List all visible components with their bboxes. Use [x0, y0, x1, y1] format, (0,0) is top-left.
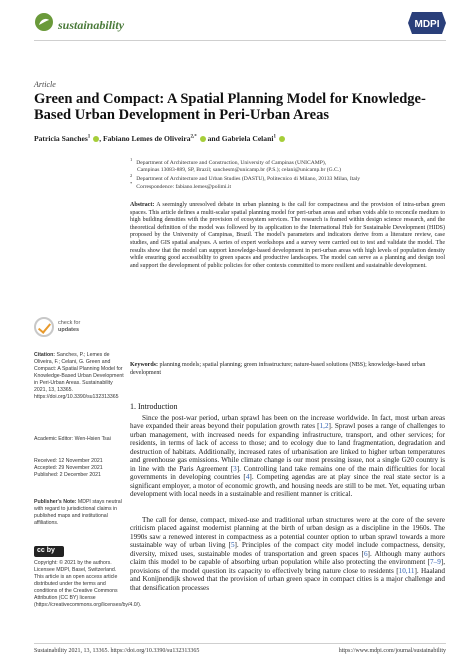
- reference-link[interactable]: 4: [245, 473, 250, 482]
- cc-license-label: cc by: [37, 547, 55, 554]
- affiliation-sup: 2: [130, 173, 133, 178]
- citation-label: Citation:: [34, 352, 56, 358]
- author-name: Patricia Sanches: [34, 134, 88, 143]
- mdpi-logo-text: MDPI: [414, 19, 440, 30]
- check-updates-line: check for: [58, 320, 81, 326]
- article-type: Article: [34, 80, 56, 89]
- abstract-label: Abstract:: [130, 202, 155, 208]
- citation-text: Sanches, P.; Lemes de Oliveira, F.; Celani, G. Green and Compact: A Spatial Planning Model for Knowledge-Based Urban Development in Peri-Urban Areas. Sustainability 2021, 13, 13365. https://doi.org/10.3390/su132313365: [34, 352, 124, 400]
- editor-block: [34, 436, 124, 443]
- editor-label: Academic Editor:: [34, 436, 74, 442]
- keywords: [130, 362, 445, 377]
- publisher-note-text: MDPI stays neutral with regard to jurisdictional claims in published maps and institutional affiliations.: [34, 499, 122, 526]
- author-sup: 1: [87, 134, 91, 140]
- check-updates-line: updates: [58, 326, 80, 333]
- intro-paragraph-1: [130, 414, 445, 499]
- affiliation-line: Department of Architecture and Construction, University of Campinas (UNICAMP),: [136, 159, 327, 166]
- orcid-icon[interactable]: [279, 136, 285, 142]
- copyright-text: Copyright: © 2021 by the authors. Licensee MDPI, Basel, Switzerland. This article is an open access article distributed under the terms and conditions of the Creative Commons Attribution (CC BY) license (https://creativecommons.org/licenses/by/4.0/).: [34, 560, 142, 608]
- received-date: Received: 12 November 2021: [34, 458, 103, 464]
- correspondence: [130, 180, 231, 191]
- author-sup: 1: [273, 134, 276, 140]
- body-text-run: ]. Haaland and Konijnendijk showed that the provision of urban green space in compact cities is a major challenge and that densification processes: [130, 566, 446, 592]
- mdpi-logo-icon: [408, 10, 446, 36]
- body-text-run: The call for dense, compact, mixed-use and traditional urban structures were at the core of the severe criticism placed against modernist planning at the birth of urban design as a discipline in the 1960s. The 1990s saw a renewed interest in compactness as a potential counter option to urban sprawl towards a more sustainable way of urban living [: [130, 516, 445, 550]
- keywords-text: planning models; spatial planning; green infrastructure; nature-based solutions (NBS); knowledge-based urban development: [130, 362, 426, 376]
- reference-link[interactable]: 10,11: [398, 566, 415, 575]
- published-date: Published: 2 December 2021: [34, 472, 101, 478]
- author-list: Patricia Sanches$^1$ , Fabiano Lemes de Oliveira$^{2,*}$ and Gabriela Celani$^1$: [34, 134, 285, 143]
- orcid-icon[interactable]: [200, 136, 206, 142]
- dates-block: [34, 458, 124, 479]
- correspondence-line: Correspondence: fabiano.lemes@polimi.it: [136, 183, 232, 190]
- affiliation-sup: *: [130, 181, 133, 186]
- body-text-run: Since the post-war period, urban sprawl has been on the increase worldwide. In fact, most urban areas have expanded their areas beyond their population growth rates [: [130, 414, 445, 431]
- body-text-run: ]. Controlling land take remains one of the main difficulties for local governments in developing countries [: [130, 464, 445, 482]
- body-text-run: ]. Principles of the compact city model include compactness, density, diversity, mixed uses, sustainable modes of transportation and green spaces [: [130, 541, 445, 558]
- affiliation-line: Department of Architecture and Urban Studies (DASTU), Politecnico di Milano, 20133 Milan, Italy: [136, 175, 361, 182]
- footer-citation[interactable]: Sustainability 2021, 13, 13365. https://doi.org/10.3390/su132313365: [34, 648, 200, 654]
- check-updates-icon: [34, 317, 54, 337]
- body-text-run: ]. Competing agendas are at play since the real state sector is a significant employer, a motor of economic growth, and housing needs are still to be met. Yet, equating urban development with local needs in a sustainable and resilient manner is critical.: [130, 473, 445, 499]
- affiliation-line: Campinas 13083-889, SP, Brazil; sanchesm@unicamp.br (P.S.); celani@unicamp.br (G.C.): [137, 166, 342, 173]
- section-heading: 1. Introduction: [130, 402, 178, 411]
- citation-block: [34, 352, 124, 401]
- body-text-run: ]. Although many authors claim this model to be capable of absorbing urban population while also protecting the environment [: [130, 549, 445, 567]
- reference-link[interactable]: 6: [363, 549, 368, 558]
- reference-link[interactable]: 5: [230, 541, 235, 550]
- cc-license-icon[interactable]: [34, 546, 64, 557]
- accepted-date: Accepted: 29 November 2021: [34, 465, 103, 471]
- article-title: Green and Compact: A Spatial Planning Model for Knowledge-Based Urban Development in Peri-Urban Areas: [34, 91, 426, 123]
- intro-paragraph-2: [130, 516, 445, 592]
- body-text-run: ], provisions of the model question its capacity to effectively bring nature close to residents [: [130, 558, 445, 575]
- publisher-note: [34, 499, 124, 527]
- reference-link[interactable]: 1,2: [319, 422, 329, 431]
- affiliation-sup: 1: [130, 157, 133, 162]
- author-name: Fabiano Lemes de Oliveira: [103, 134, 191, 143]
- reference-link[interactable]: 3: [233, 464, 237, 473]
- editor-name: Wen-Hsien Tsai: [74, 436, 111, 442]
- reference-link[interactable]: 7–9: [430, 558, 441, 567]
- journal-logo-icon: [34, 12, 54, 32]
- abstract-text: A seemingly unresolved debate in urban planning is the call for compactness and the provision of intra-urban green spaces. This article defines a multi-scalar spatial planning model for peri-urban areas and urban voids able to reconcile medium to high building densities with the provision of ecosystem services. The research is framed within design science research, and the theoretical definition of the model was followed by its application to the International Hub for Sustainable Development (HIDS) proposed by the University of Campinas, Brazil. The model's parameters and indicators derive from a literature review, case studies, and GIS spatial analyses. A series of expert workshops and a survey were carried out to test and validate the model. The results show that the model can support knowledge-based development in peri-urban areas with high levels of population density while ensuring good accessibility to green spaces and productive landscapes. The model can serve as a planning and design tool and support the development of public policies for other contexts committed to more resilient and sustainable development.: [130, 202, 445, 269]
- abstract: [130, 202, 445, 270]
- author-sup: 2,*: [190, 134, 197, 140]
- body-text-run: ]. Sprawl poses a range of challenges to urban management, with increased needs for expanding infrastructure, transport, and other services; for residents, in terms of lack of access to those; and to ecology due to land fragmentation, degradation and destruction of habitats. Additionally, increased rates of urbanisation are linked to higher urban temperatures and greenhouse gas emissions. While climate change is our most pressing issue, not a single G20 country is in line with the Paris Agreement [: [130, 422, 446, 473]
- publisher-note-label: Publisher's Note:: [34, 499, 77, 505]
- header-divider: [34, 40, 446, 41]
- check-for-updates-button[interactable]: [34, 317, 94, 343]
- copyright-block: [34, 560, 142, 609]
- orcid-icon[interactable]: [93, 136, 99, 142]
- footer-journal-url[interactable]: https://www.mdpi.com/journal/sustainability: [338, 648, 446, 654]
- footer-divider: [34, 643, 446, 644]
- journal-name: sustainability: [58, 18, 125, 32]
- author-name: Gabriela Celani: [221, 134, 274, 143]
- keywords-label: Keywords:: [130, 362, 158, 368]
